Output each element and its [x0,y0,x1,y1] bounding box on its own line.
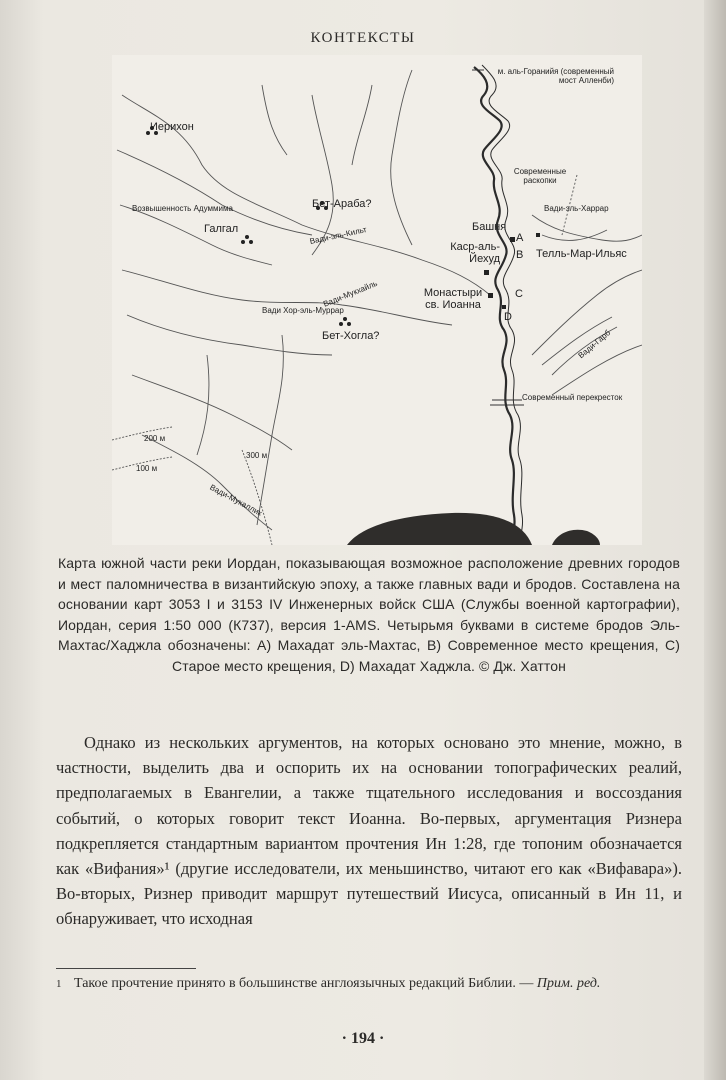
label-wadi-gharb: Вади-Гарб [576,328,613,361]
label-allenby: м. аль-Горанийя (современный мост Алленби) [497,67,614,85]
label-wadi-qilt: Вади-эль-Кильт [308,225,368,246]
label-galgal: Галгал [204,223,239,235]
body-paragraph: Однако из нескольких аргументов, на которых основано это мнение, можно, в частности, выделить два и оспорить их на основании топографических реалий, предполагаемых в Евангелии, а также тщательного исследования и воссоздания событий, о которых говорит текст Иоанна. Во-первых, аргументация Ризнера подкрепляется стандартным вариантом прочтения Ин 1:28, где топоним обозначается как «Вифания»¹ (другие исследователи, их меньшинство, читают его как «Вифавара»). Во-вторых, Ризнер приводит маршрут путешествий Иисуса, описанный в Ин 11, и обнаруживает, что исходная [56,733,682,929]
label-contour-300: 300 м [246,451,268,460]
label-jericho: Иерихон [150,121,194,133]
main-text [56,730,682,932]
footnote [56,975,686,993]
label-contour-200: 200 м [144,434,166,443]
label-bet-hogla: Бет-Хогла? [322,330,380,342]
label-excavations: Современные раскопки [513,167,567,185]
footnote-note: Прим. ред. [536,976,601,991]
label-monasteries: Монастыри св. Иоанна [423,287,483,312]
label-wadi-khor: Вади Хор-эль-Муррар [262,306,344,315]
label-ford-c: C [515,288,523,300]
footnote-rule [56,968,196,969]
map-figure [112,55,642,545]
label-qasr: Каср-аль-Йехуд [450,241,500,266]
running-head: КОНТЕКСТЫ [310,30,416,46]
label-ford-a: A [516,232,524,244]
label-crossroad: Современный перекресток [522,393,623,402]
label-wadi-mukhailh: Вади-Мукхайль [321,278,379,309]
label-adummim: Возвышенность Адуммима [132,204,233,213]
label-ford-b: B [516,249,524,261]
label-tell-mar: Телль-Мар-Ильяс [536,248,627,260]
label-wadi-mukallik: Вади-Мукаллик [208,482,264,518]
footnote-mark: 1 [56,978,62,990]
label-bet-araba: Бет-Араба? [312,198,372,210]
label-ford-d: D [504,311,512,323]
label-wadi-kharrar: Вади-эль-Харрар [544,204,609,213]
page-edge-shadow [704,0,726,1080]
label-tower: Башня [472,221,507,233]
figure-caption: Карта южной части реки Иордан, показывающая возможное расположение древних городов и мест паломничества в византийскую эпоху, а также главных вади и бродов. Составлена на основании карт 3053 I и 3153 IV Инженерных войск США (Службы военной картографии), Иордан, серия 1:50 000 (К737), версия 1-AMS. Четырьмя буквами в системе бродов Эль-Махтас/Хаджла обозначены: A) Махадат эль-Махтас, B) Современное место крещения, C) Старое место крещения, D) Махадат Хаджла. © Дж. Хаттон [58,555,680,674]
page-number: · 194 · [341,1030,385,1047]
label-contour-100: 100 м [136,464,158,473]
footnote-text: Такое прочтение принято в большинстве англоязычных редакций Библии. — [74,976,537,991]
